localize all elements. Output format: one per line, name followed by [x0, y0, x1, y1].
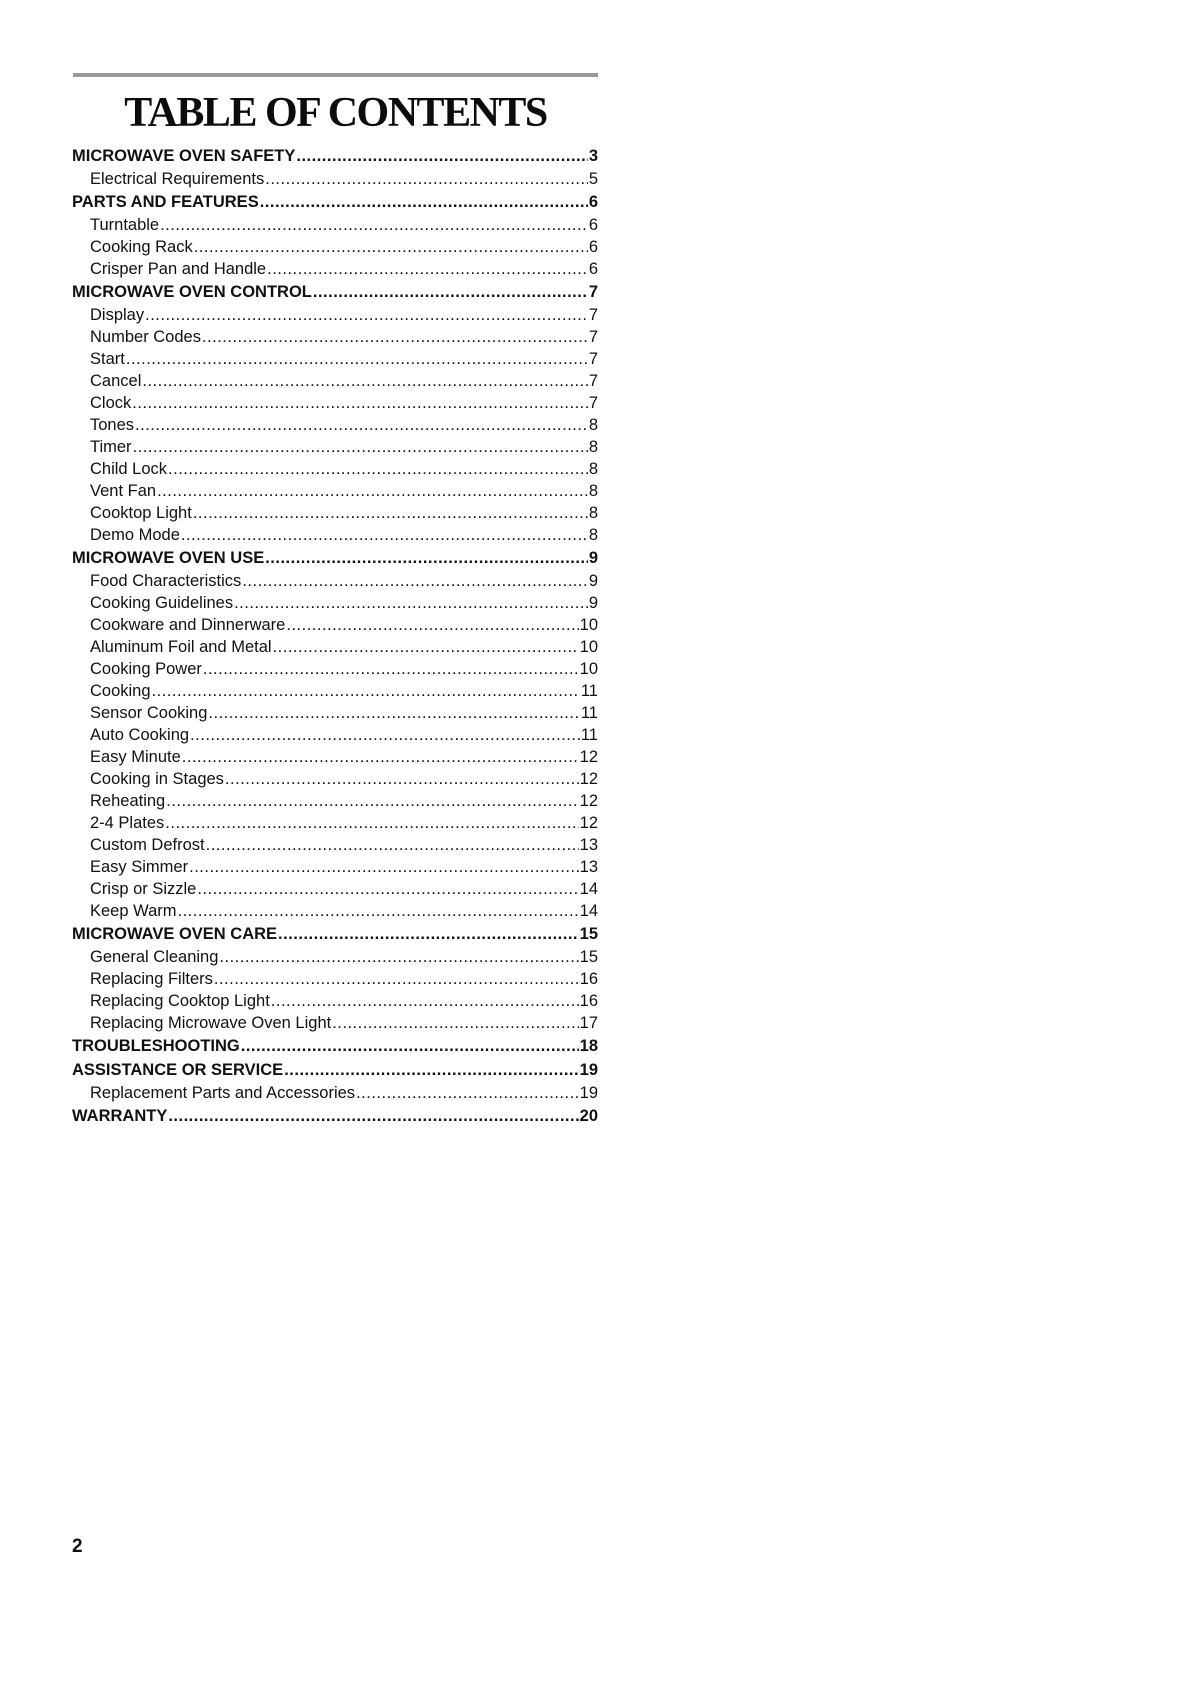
toc-subsection-entry[interactable] [72, 990, 598, 1012]
toc-subsection-entry[interactable] [72, 502, 598, 524]
toc-entry-label: Replacing Microwave Oven Light [90, 1014, 332, 1032]
dot-leader [313, 280, 588, 304]
toc-subsection-entry[interactable] [72, 524, 598, 546]
top-rule [73, 73, 598, 77]
toc-entry-page: 12 [579, 792, 598, 810]
dot-leader [265, 546, 588, 570]
dot-leader [265, 168, 588, 190]
toc-entry-label: Auto Cooking [90, 726, 190, 744]
toc-entry-label: Replacing Filters [90, 970, 213, 988]
toc-subsection-entry[interactable] [72, 680, 598, 702]
toc-entry-page: 20 [579, 1107, 598, 1125]
toc-entry-label: Replacement Parts and Accessories [90, 1084, 356, 1102]
dot-leader [278, 922, 579, 946]
toc-subsection-entry[interactable] [72, 768, 598, 790]
toc-subsection-entry[interactable] [72, 812, 598, 834]
toc-entry-page: 19 [579, 1061, 598, 1079]
dot-leader [132, 392, 588, 414]
toc-subsection-entry[interactable] [72, 236, 598, 258]
toc-subsection-entry[interactable] [72, 834, 598, 856]
toc-entry-label: WARRANTY [72, 1107, 168, 1125]
toc-entry-page: 7 [588, 283, 598, 301]
dot-leader [145, 304, 588, 326]
dot-leader [208, 702, 579, 724]
toc-entry-label: MICROWAVE OVEN SAFETY [72, 147, 296, 165]
toc-entry-label: Sensor Cooking [90, 704, 208, 722]
dot-leader [178, 900, 579, 922]
toc-entry-page: 8 [588, 438, 598, 456]
dot-leader [160, 214, 588, 236]
toc-entry-label: Child Lock [90, 460, 168, 478]
toc-entry-label: Cooking Guidelines [90, 594, 234, 612]
toc-subsection-entry[interactable] [72, 636, 598, 658]
toc-entry-page: 6 [588, 216, 598, 234]
toc-entry-label: Custom Defrost [90, 836, 205, 854]
toc-subsection-entry[interactable] [72, 458, 598, 480]
toc-subsection-entry[interactable] [72, 1082, 598, 1104]
toc-entry-page: 10 [579, 660, 598, 678]
dot-leader [182, 746, 579, 768]
toc-section-entry[interactable] [72, 1034, 598, 1058]
dot-leader [190, 724, 580, 746]
toc-section-entry[interactable] [72, 190, 598, 214]
toc-entry-page: 5 [588, 170, 598, 188]
dot-leader [273, 636, 579, 658]
toc-subsection-entry[interactable] [72, 414, 598, 436]
toc-entry-label: Replacing Cooktop Light [90, 992, 270, 1010]
toc-entry-page: 19 [579, 1084, 598, 1102]
dot-leader [234, 592, 588, 614]
toc-subsection-entry[interactable] [72, 370, 598, 392]
toc-entry-label: PARTS AND FEATURES [72, 193, 259, 211]
toc-entry-page: 16 [579, 992, 598, 1010]
toc-subsection-entry[interactable] [72, 1012, 598, 1034]
toc-entry-page: 10 [579, 616, 598, 634]
toc-entry-label: Tones [90, 416, 135, 434]
toc-subsection-entry[interactable] [72, 790, 598, 812]
toc-entry-label: MICROWAVE OVEN CARE [72, 925, 278, 943]
toc-subsection-entry[interactable] [72, 724, 598, 746]
toc-entry-page: 12 [579, 748, 598, 766]
toc-subsection-entry[interactable] [72, 392, 598, 414]
toc-entry-page: 6 [588, 260, 598, 278]
toc-entry-page: 8 [588, 460, 598, 478]
toc-entry-page: 14 [579, 902, 598, 920]
toc-entry-label: Crisper Pan and Handle [90, 260, 267, 278]
toc-subsection-entry[interactable] [72, 168, 598, 190]
toc-section-entry[interactable] [72, 144, 598, 168]
dot-leader [157, 480, 588, 502]
toc-subsection-entry[interactable] [72, 614, 598, 636]
toc-subsection-entry[interactable] [72, 570, 598, 592]
toc-subsection-entry[interactable] [72, 436, 598, 458]
toc-entry-page: 7 [588, 394, 598, 412]
toc-subsection-entry[interactable] [72, 900, 598, 922]
toc-section-entry[interactable] [72, 280, 598, 304]
toc-entry-page: 9 [588, 572, 598, 590]
toc-entry-page: 17 [579, 1014, 598, 1032]
dot-leader [193, 502, 588, 524]
toc-entry-label: Easy Simmer [90, 858, 189, 876]
toc-entry-label: TROUBLESHOOTING [72, 1037, 240, 1055]
toc-entry-label: Aluminum Foil and Metal [90, 638, 272, 656]
dot-leader [296, 144, 587, 168]
dot-leader [202, 326, 588, 348]
toc-subsection-entry[interactable] [72, 480, 598, 502]
table-of-contents [72, 144, 598, 1128]
toc-entry-label: Food Characteristics [90, 572, 242, 590]
toc-entry-page: 15 [579, 925, 598, 943]
toc-subsection-entry[interactable] [72, 878, 598, 900]
dot-leader [135, 414, 588, 436]
toc-entry-page: 11 [580, 682, 598, 700]
dot-leader [267, 258, 588, 280]
toc-entry-label: General Cleaning [90, 948, 219, 966]
dot-leader [225, 768, 579, 790]
dot-leader [206, 834, 579, 856]
toc-subsection-entry[interactable] [72, 304, 598, 326]
toc-entry-label: Cookware and Dinnerware [90, 616, 286, 634]
toc-subsection-entry[interactable] [72, 258, 598, 280]
dot-leader [219, 946, 578, 968]
toc-entry-page: 7 [588, 350, 598, 368]
toc-entry-label: Cancel [90, 372, 142, 390]
toc-entry-label: Display [90, 306, 145, 324]
dot-leader [203, 658, 579, 680]
dot-leader [142, 370, 587, 392]
toc-entry-page: 7 [588, 306, 598, 324]
toc-subsection-entry[interactable] [72, 214, 598, 236]
toc-entry-label: Cooking [90, 682, 151, 700]
dot-leader [197, 878, 578, 900]
toc-entry-label: Reheating [90, 792, 166, 810]
dot-leader [332, 1012, 578, 1034]
toc-entry-label: Number Codes [90, 328, 201, 346]
dot-leader [152, 680, 580, 702]
toc-entry-page: 18 [579, 1037, 598, 1055]
dot-leader [133, 436, 588, 458]
toc-entry-page: 8 [588, 482, 598, 500]
toc-entry-label: Start [90, 350, 125, 368]
dot-leader [126, 348, 588, 370]
toc-entry-page: 8 [588, 416, 598, 434]
dot-leader [214, 968, 579, 990]
toc-entry-label: Cooking Rack [90, 238, 193, 256]
toc-entry-label: Crisp or Sizzle [90, 880, 197, 898]
dot-leader [356, 1082, 579, 1104]
toc-subsection-entry[interactable] [72, 946, 598, 968]
toc-entry-label: MICROWAVE OVEN USE [72, 549, 265, 567]
dot-leader [194, 236, 588, 258]
toc-entry-label: Clock [90, 394, 132, 412]
toc-subsection-entry[interactable] [72, 658, 598, 680]
toc-subsection-entry[interactable] [72, 968, 598, 990]
toc-entry-page: 10 [579, 638, 598, 656]
toc-entry-page: 9 [588, 594, 598, 612]
toc-entry-page: 15 [579, 948, 598, 966]
toc-section-entry[interactable] [72, 922, 598, 946]
toc-subsection-entry[interactable] [72, 746, 598, 768]
page-title: TABLE OF CONTENTS [124, 90, 547, 136]
toc-entry-label: Turntable [90, 216, 160, 234]
toc-entry-page: 12 [579, 770, 598, 788]
toc-entry-label: Demo Mode [90, 526, 180, 544]
toc-entry-label: MICROWAVE OVEN CONTROL [72, 283, 312, 301]
toc-entry-page: 13 [579, 836, 598, 854]
toc-section-entry[interactable] [72, 1104, 598, 1128]
toc-entry-page: 8 [588, 526, 598, 544]
toc-entry-page: 14 [579, 880, 598, 898]
dot-leader [166, 790, 578, 812]
dot-leader [189, 856, 579, 878]
toc-entry-page: 11 [580, 726, 598, 744]
dot-leader [181, 524, 588, 546]
dot-leader [271, 990, 579, 1012]
toc-entry-label: Easy Minute [90, 748, 181, 766]
dot-leader [242, 570, 588, 592]
dot-leader [260, 190, 588, 214]
toc-entry-page: 7 [588, 372, 598, 390]
toc-entry-page: 11 [580, 704, 598, 722]
toc-entry-page: 6 [588, 193, 598, 211]
toc-subsection-entry[interactable] [72, 702, 598, 724]
toc-entry-label: Keep Warm [90, 902, 177, 920]
toc-entry-page: 3 [588, 147, 598, 165]
toc-entry-label: ASSISTANCE OR SERVICE [72, 1061, 284, 1079]
dot-leader [286, 614, 578, 636]
toc-entry-page: 13 [579, 858, 598, 876]
toc-section-entry[interactable] [72, 1058, 598, 1082]
toc-subsection-entry[interactable] [72, 856, 598, 878]
toc-entry-label: 2-4 Plates [90, 814, 165, 832]
toc-entry-label: Timer [90, 438, 132, 456]
page-number: 2 [72, 1536, 83, 1557]
dot-leader [241, 1034, 579, 1058]
toc-entry-page: 6 [588, 238, 598, 256]
dot-leader [165, 812, 578, 834]
toc-entry-page: 7 [588, 328, 598, 346]
toc-entry-label: Cooking Power [90, 660, 202, 678]
toc-subsection-entry[interactable] [72, 326, 598, 348]
toc-entry-page: 12 [579, 814, 598, 832]
toc-entry-label: Vent Fan [90, 482, 157, 500]
dot-leader [284, 1058, 578, 1082]
toc-entry-label: Cooking in Stages [90, 770, 224, 788]
dot-leader [168, 1104, 578, 1128]
toc-subsection-entry[interactable] [72, 348, 598, 370]
toc-entry-page: 16 [579, 970, 598, 988]
toc-entry-page: 9 [588, 549, 598, 567]
toc-entry-label: Electrical Requirements [90, 170, 265, 188]
dot-leader [168, 458, 588, 480]
toc-section-entry[interactable] [72, 546, 598, 570]
toc-entry-label: Cooktop Light [90, 504, 192, 522]
toc-entry-page: 8 [588, 504, 598, 522]
toc-subsection-entry[interactable] [72, 592, 598, 614]
